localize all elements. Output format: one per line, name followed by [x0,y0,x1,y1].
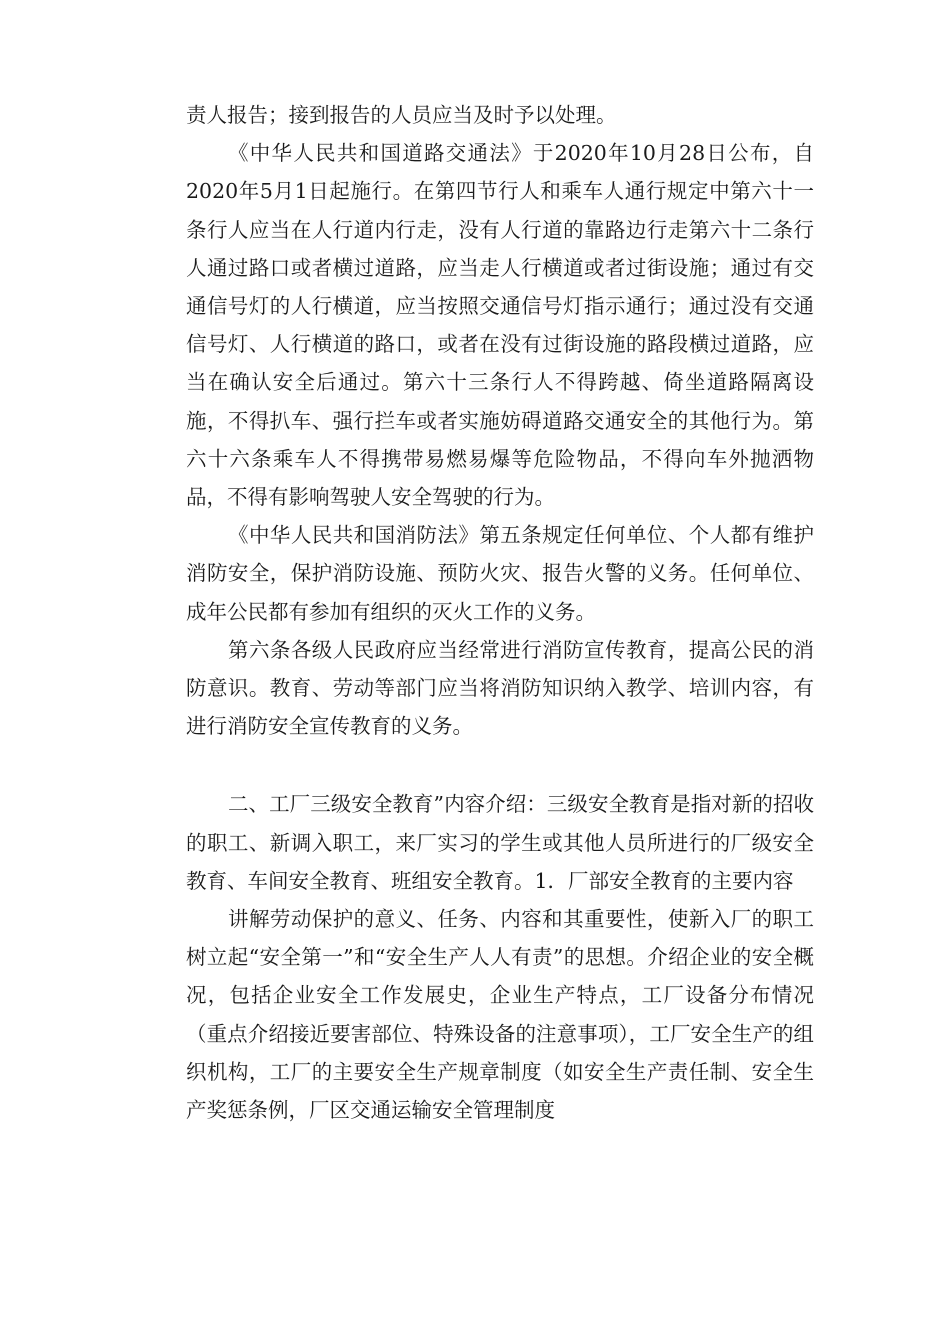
paragraph-spacer [186,745,814,785]
paragraph-fire-law-article-5: 《中华人民共和国消防法》第五条规定任何单位、个人都有维护消防安全，保护消防设施、预防火灾、报告火警的义务。任何单位、成年公民都有参加有组织的灭火工作的义务。 [186,523,814,624]
paragraph-fire-law-article-6: 第六条各级人民政府应当经常进行消防宣传教育，提高公民的消防意识。教育、劳动等部门应当将消防知识纳入教学、培训内容，有进行消防安全宣传教育的义务。 [186,637,814,739]
paragraph-traffic-law: 《中华人民共和国道路交通法》于2020年10月28日公布，自2020年5月1日起施行。在第四节行人和乘车人通行规定中第六十一条行人应当在人行道内行走，没有人行道的靠路边行走第六十二条行人通过路口或者横过道路，应当走人行横道或者过街设施；通过有交通信号灯的人行横道，应当按照交通信号灯指示通行；通过没有交通信号灯、人行横道的路口，或者在没有过街设施的路段横过道路，应当在确认安全后通过。第六十三条行人不得跨越、倚坐道路隔离设施，不得扒车、强行拦车或者实施妨碍道路交通安全的其他行为。第六十六条乘车人不得携带易燃易爆等危险物品，不得向车外抛洒物品，不得有影响驾驶人安全驾驶的行为。 [186,141,814,510]
paragraph-factory-education-content: 讲解劳动保护的意义、任务、内容和其重要性，使新入厂的职工树立起“安全第一”和“安全生产人人有责”的思想。介绍企业的安全概况，包括企业安全工作发展史，企业生产特点，工厂设备分布情况（重点介绍接近要害部位、特殊设备的注意事项），工厂安全生产的组织机构，工厂的主要安全生产规章制度（如安全生产责任制、安全生产奖惩条例，厂区交通运输安全管理制度 [186,907,814,1123]
paragraph-continuation: 责人报告；接到报告的人员应当及时予以处理。 [186,103,617,127]
document-body [186,96,814,1129]
paragraph-three-level-education: 二、工厂三级安全教育”内容介绍：三级安全教育是指对新的招收的职工、新调入职工，来厂实习的学生或其他人员所进行的厂级安全教育、车间安全教育、班组安全教育。1．厂部安全教育的主要内容 [186,792,814,893]
